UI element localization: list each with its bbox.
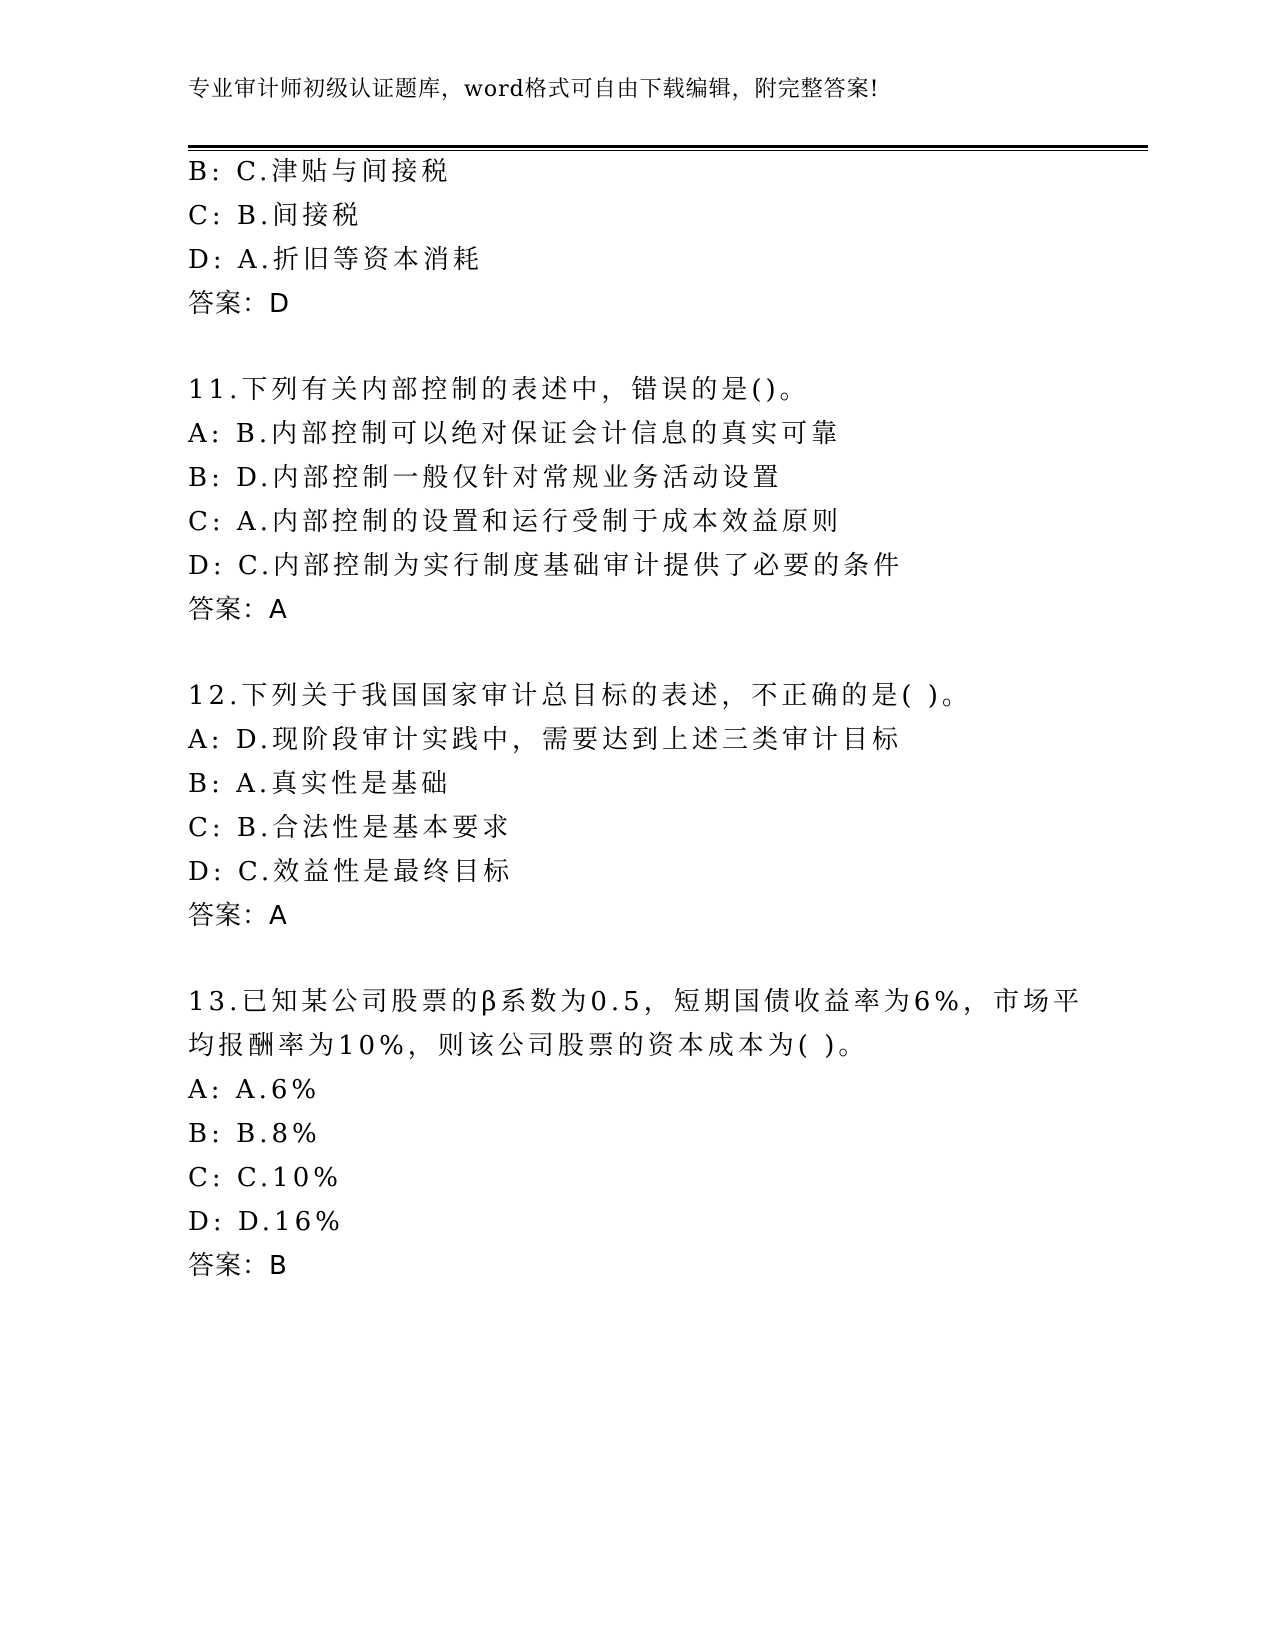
q11-option-b: B: D.内部控制一般仅针对常规业务活动设置 bbox=[188, 463, 783, 493]
q13-option-c: C: C.10% bbox=[188, 1163, 342, 1193]
prev-answer: 答案：D bbox=[188, 289, 291, 319]
page-header: 专业审计师初级认证题库，word格式可自由下载编辑，附完整答案! bbox=[188, 77, 880, 102]
q13-stem-line1: 13.已知某公司股票的β系数为0.5，短期国债收益率为6%，市场平 bbox=[188, 987, 1083, 1017]
q11-option-d: D: C.内部控制为实行制度基础审计提供了必要的条件 bbox=[188, 551, 904, 581]
q11-stem: 11.下列有关内部控制的表述中，错误的是()。 bbox=[188, 375, 810, 405]
q13-option-d: D: D.16% bbox=[188, 1207, 344, 1237]
header-rule-thin bbox=[188, 150, 1148, 151]
q11-option-c: C: A.内部控制的设置和运行受制于成本效益原则 bbox=[188, 507, 842, 537]
q13-option-b: B: B.8% bbox=[188, 1119, 321, 1149]
prev-option-d: D: A.折旧等资本消耗 bbox=[188, 245, 483, 275]
q12-option-b: B: A.真实性是基础 bbox=[188, 769, 452, 799]
q13-stem-line2: 均报酬率为10%，则该公司股票的资本成本为( )。 bbox=[188, 1031, 869, 1061]
q12-option-a: A: D.现阶段审计实践中，需要达到上述三类审计目标 bbox=[188, 725, 902, 755]
q11-option-a: A: B.内部控制可以绝对保证会计信息的真实可靠 bbox=[188, 419, 842, 449]
q12-stem: 12.下列关于我国国家审计总目标的表述，不正确的是( )。 bbox=[188, 681, 972, 711]
q12-option-c: C: B.合法性是基本要求 bbox=[188, 813, 513, 843]
prev-option-b: B: C.津贴与间接税 bbox=[188, 157, 452, 187]
q13-answer: 答案：B bbox=[188, 1251, 288, 1281]
q11-answer: 答案：A bbox=[188, 595, 288, 625]
header-rule-thick bbox=[188, 145, 1148, 148]
q12-option-d: D: C.效益性是最终目标 bbox=[188, 857, 514, 887]
q13-option-a: A: A.6% bbox=[188, 1075, 321, 1105]
prev-option-c: C: B.间接税 bbox=[188, 201, 363, 231]
q12-answer: 答案：A bbox=[188, 901, 288, 931]
